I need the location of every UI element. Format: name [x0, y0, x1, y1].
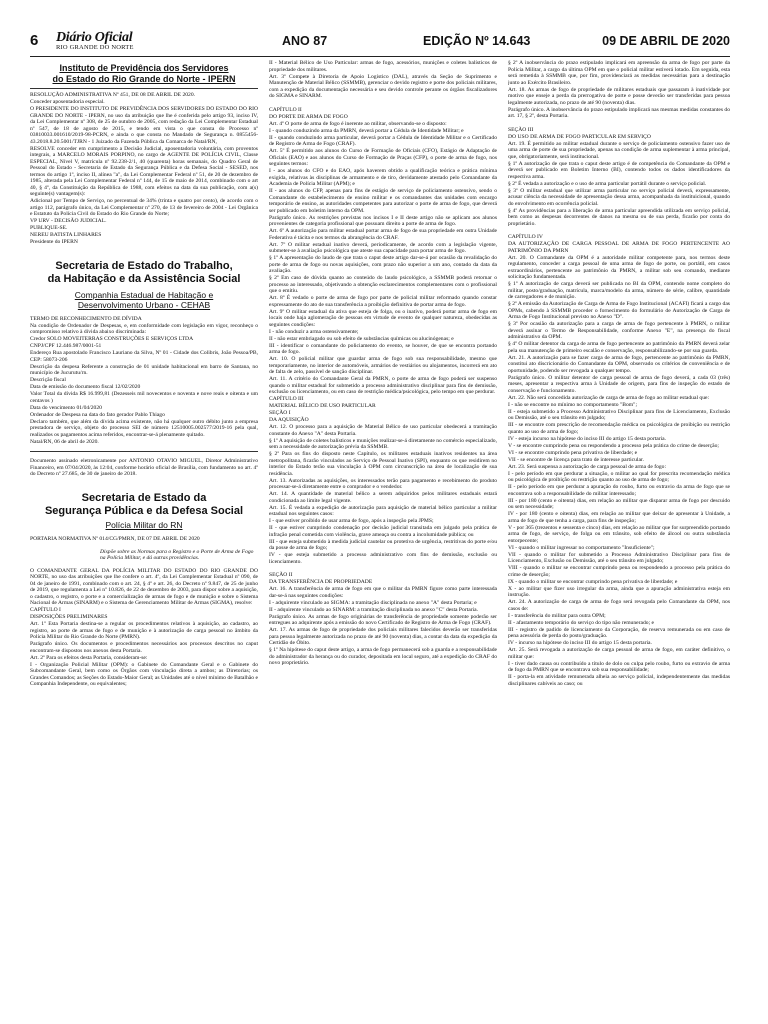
paragraph: Art. 10. O policial militar que guardar arma de fogo sob sua responsabilidade, mesmo que temporariamente, no interior de automóveis, armários de vestiários ou alojamentos, incorrerá em ato de falta de zelo, passível de sanção disciplinar.	[269, 356, 497, 375]
paragraph: V - se encontre cumprindo pena ou respondendo a processo pela prática do crime de deserção;	[508, 442, 719, 449]
paragraph: § 2º É vedada a autorização e o uso de arma particular portátil durante o serviço policial.	[508, 180, 707, 187]
paragraph: II - aos alunos do CFP, apenas para fins de estágio de serviço de policiamento ostensivo, sendo o Comandante do estabelecimento de ensino militar e os comandantes das unidades com encargo temporário de ensino, as autoridades competentes para autorizar o porte de arma de fogo, que deverá ser publicado em boletim interno da OPM.	[269, 188, 497, 214]
paragraph: Art. 8º É vedado o porte de arma de fogo por parte de policial militar reformado quando constar expressamente do ato de sua transferência a proibição definitiva de portar arma de fogo.	[269, 295, 497, 308]
paragraph: II - não estar embriagado ou sob efeito de substâncias químicas ou alucinógenas; e	[269, 335, 454, 342]
paragraph: O COMANDANTE GERAL DA POLÍCIA MILITAR DO ESTADO DO RIO GRANDE DO NORTE, no uso das atribuições que lhe confere o art. 4º, da Lei Complementar Estadual nº 090, de 04 de janeiro de 1991, combinado com o art. 24, § 4º e art. 26, do Decreto nº 9.847, de 25 de junho de 2019, que regulamenta a Lei nº 10.826, de 22 de dezembro de 2003, para dispor sobre a aquisição, o cadastro, o registro, o porte e a comercialização de armas de fogo e de munição e sobre o Sistema Nacional de Armas (SINARM) e o Sistema de Gerenciamento Militar de Armas (SIGMA), resolve:	[30, 567, 258, 606]
paragraph: DA AQUISIÇÃO	[269, 417, 309, 423]
paragraph: Art. 5º É permitido aos alunos do Curso de Formação de Oficiais (CFO), Estágio de Adaptação de Oficiais (EAO) e aos alunos do Curso de Formação de Praças (CFP), o porte de arma de fogo, nos seguintes termos:	[269, 148, 497, 167]
paragraph: Art. 4º O porte de arma de fogo é inerente ao militar, observando-se o disposto:	[269, 120, 447, 127]
paragraph: Art. 16. A transferência de arma de fogo em que o militar da PMRN figure como parte interessada dar-se-á nas seguintes condições:	[269, 586, 497, 599]
paragraph: Art. 14. A quantidade de material bélico a serem adquiridos pelos militares estaduais estará condicionada ao limite legal vigente.	[269, 491, 497, 504]
paragraph: DISPOSIÇÕES PRELIMINARES	[30, 614, 108, 620]
paragraph: Art. 19. É permitido ao militar estadual durante o serviço de policiamento ostensivo fazer uso de uma arma de porte de sua propriedade, apenas na condição de arma suplementar à arma principal, que, obrigatoriamente, será institucional.	[508, 140, 730, 160]
paragraph: SEÇÃO II	[269, 572, 293, 578]
paragraph: VI - se encontre cumprindo pena privativa de liberdade; e	[508, 449, 638, 456]
paragraph: Natal/RN, 06 de abril de 2020.	[30, 438, 99, 445]
cehab-body	[30, 316, 258, 446]
paragraph: III - se encontre com prescrição de recomendação médica ou psicológica de proibição ou restrição quanto ao uso de arma de fogo;	[508, 422, 730, 435]
paragraph: Valor Total da dívida R$ 16.999,81 (Dezesseis mil novecentos e noventa e nove reais e oitenta e um centavos )	[30, 391, 258, 404]
paragraph: Data de emissão do documento fiscal 12/02/2020	[30, 384, 141, 390]
logo-subtitle: RIO GRANDE DO NORTE	[56, 44, 134, 51]
paragraph: Art. 1º Esta Portaria destina-se a regular os procedimentos relativos à aquisição, ao cadastro, ao registro, ao porte de armas de fogo e de munição e à autorização de carga pessoal no âmbito da Polícia Militar do Rio Grande do Norte (PMRN).	[30, 621, 258, 640]
paragraph: II - adquirente vinculado ao SINARM: a tramitação disciplinada no anexo "C" desta Portaria.	[269, 606, 478, 613]
paragraph: II - afastamento temporário do serviço do tipo não remunerado; e	[508, 619, 655, 626]
paragraph: O PRESIDENTE DO INSTITUTO DE PREVIDÊNCIA DOS SERVIDORES DO ESTADO DO RIO GRANDE DO NORTE - IPERN, no uso da atribuição que lhe é conferida pelo artigo 93, inciso IV, da Lei Complementar nº 308, de 25 de outubro de 2005, com redação da Lei Complementar Estadual nº 547, de 18 de agosto de 2015, e tendo em vista o que consta do Processo nº 03810033.001610/2019-98-PCRN, e ainda o que consta no Mandado de Segurança n. 0855456-43.2018.8.20.5001/TJRN - 1 Juizado da Fazenda Pública da Comarca de Natal/RN,	[30, 106, 258, 145]
paragraph: Ordenador de Despesa na data do fato gerador Pablo Thiago	[30, 411, 165, 418]
paragraph: I - adquirente vinculado ao SIGMA: a tramitação disciplinada no anexo "A" desta Portaria; e	[269, 599, 477, 606]
paragraph: § 2º Para os fins do disposto neste Capítulo, os militares estaduais inativos residentes na área metropolitana, ficarão vinculados ao Serviço de Pessoal Inativo (SPI), enquanto os que residirem no interior do Estado terão sua vinculação à OPM com circunscrição na área de localização de sua residência.	[269, 451, 497, 477]
ipern-title: Instituto de Previdência dos Servidores do Estado do Rio Grande do Norte - IPERN	[52, 63, 236, 84]
paragraph: Data do vencimento 01/04/2020	[30, 404, 102, 411]
paragraph: § 1º A apresentação do laudo de que trata o caput deste artigo dar-se-á por ocasião da revalidação do porte de arma de fogo ou novas aquisições, com prazo não superior a um ano, contado da data da avaliação.	[269, 255, 497, 274]
paragraph: MATERIAL BÉLICO DE USO PARTICULAR	[269, 403, 376, 409]
logo-title: Diário Oficial	[56, 30, 133, 45]
paragraph: II - esteja submetido a Processo Administrativo Disciplinar para fins de Licenciamento, Exclusão ou Demissão, até o seu trânsito em julgado;	[508, 408, 730, 421]
trabalho-title: Secretaria de Estado do Trabalho, da Habitação e da Assistência Social	[47, 259, 241, 285]
paragraph: Declaro também, que além da dívida acima existente, não há qualquer outro débito junto a empresa prestadora de serviço, objeto do processo SEI de número 12510005.002577/2019-16 pela qual, realizados os pagamentos acima referidos, encontrar-se-á plenamente quitado.	[30, 418, 258, 438]
paragraph: § 1º Na hipótese do caput deste artigo, a arma de fogo permanecerá sob a guarda e a responsabilidade do administrador da herança ou do curador, depositada em local seguro, até a expedição do CRAF do novo proprietário.	[269, 647, 497, 666]
paragraph: Conceder aposentadoria especial.	[30, 99, 105, 105]
paragraph: § 3º O militar estadual que utilizar arma particular no serviço policial deverá, expressamente, acusar ciência da necessidade de apresentação dessa arma, acompanhada da instituicional, quando do envolvimento em ocorrência policial.	[508, 187, 730, 207]
paragraph: § 1º A autorização de que trata o caput deste artigo é de competência do Comandante da OPM e deverá ser publicado em Boletim Interno (BI), contendo todos os dados identificadores da respectiva arma.	[508, 160, 730, 180]
paragraph: DA TRANSFERÊNCIA DE PROPRIEDADE	[269, 579, 373, 585]
paragraph: PORTARIA NORMATIVA Nº 014/CG/PMRN, DE 07 DE ABRIL DE 2020	[30, 536, 200, 542]
paragraph: Art. 22. Não será concedida autorização de carga de arma de fogo ao militar estadual que:	[508, 394, 710, 401]
paragraph: IV - que esteja submetido a processo administrativo com fins de demissão, exclusão ou licenciamento.	[269, 552, 497, 565]
column-2	[269, 60, 497, 1005]
signature-note: Documento assinado eletronicamente por ANTONIO OTAVIO MIGUEL, Diretor Administrativo Financeiro, em 07/04/2020, às 12:04, conforme horário oficial de Brasília, com fundamento no art. 4º do Decreto nº 27.685, de 30 de janeiro de 2018.	[30, 458, 258, 477]
paragraph: SEÇÃO I	[269, 410, 291, 416]
paragraph: III - identificar o comandante do policiamento do evento, se houver, de que se encontra portando arma de fogo.	[269, 342, 497, 355]
paragraph: Presidente do IPERN	[30, 239, 78, 245]
paragraph: DA AUTORIZAÇÃO DE CARGA PESSOAL DE ARMA DE FOGO PERTENCENTE AO PATRIMÔNIO DA PMRN	[508, 241, 730, 254]
paragraph: Art. 13. Autorizadas as aquisições, os interessados terão para pagamento e recebimento do produto processar-se-á diretamente entre o comprador e o vendedor.	[269, 477, 497, 490]
paragraph: Descrição da despesa Referente a construção de 01 unidade habitacional em barro de Santana, no município de Jucurutu/rn.	[30, 363, 258, 376]
paragraph: I - quando conduzindo arma da PMRN, deverá portar a Cédula de Identidade Militar; e	[269, 127, 464, 134]
portaria-body	[30, 536, 258, 688]
paragraph: II - pelo período em que perdurar a apuração do roubo, furto ou extravio da arma de fogo que se encontrava sob a responsabilidade do militar interessado;	[508, 484, 730, 497]
spacer	[508, 120, 730, 126]
ipern-heading-box	[30, 62, 258, 89]
paragraph: § 2º A inobservância do prazo estipulado implicará em apreensão da arma de fogo por parte da Polícia Militar, a cargo da última OPM em que o policial militar estiverá lotado. Em seguida, esta será remetida à SSMMB que, por fim, providenciará as medidas necessárias para a destinação junto ao Exército Brasileiro.	[508, 60, 730, 86]
paragraph: II - Material Bélico de Uso Particular: armas de fogo, acessórios, munições e coletes balísticos de propriedade dos militares.	[269, 60, 497, 73]
paragraph: Art. 12. O processo para a aquisição de Material Bélico de uso particular obedecerá a tramitação constante do Anexo "A" desta Portaria.	[269, 424, 497, 437]
paragraph: Art. 15. É vedada a expedição de autorização para aquisição de material bélico particular a militar estadual nos seguintes casos:	[269, 504, 497, 517]
paragraph: § 4º O militar detentor da carga de arma de fogo pertencente ao patrimônio da PMRN deverá zelar pela sua manutenção de primeiro escalão e conservação, responsabilizando-se por sua guarda.	[508, 341, 730, 354]
column-1	[30, 60, 258, 990]
paragraph: I - transferência do militar para outra OPM;	[508, 612, 606, 619]
paragraph: Art. 9º O militar estadual da ativa que esteja de folga, ou o inativo, poderá portar arma de fogo em locais onde haja aglomeração de pessoas em virtude de evento de qualquer natureza, obedecidas as seguintes condições:	[269, 308, 497, 328]
paragraph: Art. 7º O militar estadual inativo deverá, periodicamente, de acordo com a legislação vigente, submeter-se à avaliação psicológica que ateste sua capacidade para portar arma de fogo.	[269, 241, 497, 254]
divider	[30, 451, 258, 452]
paragraph: Credor SOLO MOVEITERRAS CONSTRUÇÕES E SERVIÇOS LTDA	[30, 336, 194, 342]
paragraph: RESOLUÇÃO ADMINISTRATIVA Nº 451, DE 08 DE ABRIL DE 2020.	[30, 92, 196, 98]
paragraph: Parágrafo único. Os documentos e procedimentos necessários aos processos descritos no caput encontram-se dispostos nos anexos desta Portaria.	[30, 641, 258, 654]
paragraph: Art. 24. A autorização de carga de arma de fogo será revogada pelo Comandante da OPM, nos casos de:	[508, 599, 730, 612]
paragraph: DO PORTE DE ARMA DE FOGO	[269, 113, 348, 120]
paragraph: NEREU BATISTA LINHARES	[30, 232, 102, 238]
paragraph: Art. 20. O Comandante da OPM é a autoridade militar competente para, nos termos deste regulamento, conceder a carga pessoal de uma arma de fogo de porte, ou portátil, em casos extraordinários, pertencente ao patrimônio da PMRN, a militar sob seu comando, mediante solicitação fundamentada.	[508, 254, 730, 280]
paragraph: Parágrafo único. O militar detentor de carga pessoal de arma de fogo deverá, a cada 03 (três) meses, apresentar a respectiva arma à Unidade de origem, para fins de inspeção do estado de conservação e funcionamento.	[508, 374, 730, 394]
paragraph: I - aos alunos do CFO e do EAO, após haverem obtido a qualificação teórica e prática mínima exigida, relativas às disciplinas de armamento e de tiro, devidamente atestado pelo Comandante da Academia de Polícia Militar (APM); e	[269, 168, 497, 187]
date: 09 DE ABRIL DE 2020	[602, 34, 730, 48]
pm-title: Polícia Militar do RN	[105, 519, 183, 530]
paragraph: Art. 25. Será revogada a autorização de carga pessoal de arma de fogo, em caráter definitivo, o militar que:	[508, 647, 730, 660]
paragraph: VII - quando o militar for submetido a Processo Administrativo Disciplinar para fins de Licenciamento, Exclusão ou Demissão, até o seu trânsito em julgado;	[508, 551, 730, 564]
paragraph: II - porta-la em atividade remunerada alheia ao serviço policial, independentemente das medidas disciplinares cabíveis ao caso; ou	[508, 674, 730, 687]
year: ANO 87	[282, 34, 328, 48]
page-number: 6	[30, 32, 39, 49]
paragraph: Adicional por Tempo de Serviço, no percentual de 34% (trinta e quatro por cento), de acordo com o artigo 112, parágrafo único, da Lei Complementar nº 270, de 13 de fevereiro de 2004 - Lei Orgânica e Estatuto da Polícia Civil do Estado do Rio Grande do Norte;	[30, 198, 258, 217]
paragraph: I - não se encontre no mínimo no comportamento "Bom";	[508, 401, 638, 408]
paragraph: PUBLIQUE-SE.	[30, 225, 68, 231]
paragraph: III - registro de padido de licenciamento da Corporação, de reserva remunerada ou em caso de pena acessória de perda do posto/graduação.	[508, 626, 730, 639]
paragraph: Art. 3º Compete à Diretoria de Apoio Logístico (DAL), através da Seção de Suprimento e Manutenção de Material Bélico (SSMMB), gerenciar o devido registro e porte dos policiais militares, com a expedição da documentação necessária e seu devido controle perante os órgãos fiscalizadores do SIGMA e SINARM.	[269, 73, 497, 99]
paragraph: Art. 17. As armas de fogo de propriedade dos policiais militares falecidos deverão ser transferidas para pessoa legalmente autorizada no prazo de até 90 (noventa) dias, a contar da data da expedição da Certidão de Óbito.	[269, 627, 497, 646]
paragraph: I - pelo período em que perdurar a situação, o militar ao qual for prescrita recomendação médica ou psicológica de proibição ou restrição quanto ao uso de arma de fogo;	[508, 470, 730, 483]
paragraph: SEÇÃO III	[508, 126, 534, 133]
paragraph: VI - quando o militar ingressar no comportamento "Insuficiente";	[508, 544, 655, 551]
paragraph: Parágrafo único. A inobservância do prazo estipulado implicará nas mesmas medidas constantes do art. 17, § 2º, desta Portaria.	[508, 106, 730, 119]
paragraph: II - quando conduzindo arma particular, deverá portar a Cédula de Identidade Militar e o Certificado de Registro de Arma de Fogo (CRAF).	[269, 134, 497, 147]
paragraph: CAPÍTULO III	[269, 396, 304, 402]
paragraph: Parágrafo único. As armas de fogo originárias de transferência de propriedade somente poderão ser entregues ao adquirente após a emissão do novo Certificado de Registro de Arma de Fogo (CRAF).	[269, 613, 497, 626]
paragraph: Dispõe sobre as Normas para o Registro e o Porte de Arma de Fogo na Polícia Militar, e dá outras providências.	[100, 548, 254, 561]
paragraph: IV - por 180 (cento e oitenta) dias, em relação ao militar que deixar de apresentar à Unidade, a arma de fogo de que tenha a carga, para fins de inspeção;	[508, 511, 730, 524]
paragraph: I - tiver dado causa ou contribuído a título de dolo ou culpa pelo roubo, furto ou extravio de arma de fogo da PMRN que se encontrava sob sua responsabilidade;	[508, 660, 730, 673]
masthead	[30, 30, 730, 57]
paragraph: § 2º Em caso de dúvida quanto ao conteúdo do laudo psicológico, a SSMMB poderá retornar o processo ao interessado, objetivando a obtenção esclarecimentos complementares com o profissional que o emitiu.	[269, 275, 497, 294]
paragraph: § 4º As providências para a liberação de arma particular apreendida utilizada em serviço policial, bem como as despesas decorrentes de danos na mesma ou de sua perda, ficarão por conta do proprietário.	[508, 207, 730, 227]
paragraph: III - por 180 (cento e oitenta) dias, em relação ao militar que disparar arma de fogo por descuido ou sem necessidade;	[508, 497, 730, 510]
paragraph: VII - se encontre de licença para trato de interesse particular.	[508, 456, 644, 463]
paragraph: Parágrafo único. As restrições previstas nos incisos I e II deste artigo não se aplicam aos alunos provenientes de categoria profissional que possuam direito a porte de arma de fogo.	[269, 214, 497, 227]
paragraph: RESOLVE conceder em cumprimento a Decisão Judicial, aposentadoria voluntária, com proventos integrais, a MARCELO MORAIS PORPINO, no cargo de AGENTE DE POLÍCIA CIVIL, Classe ESPECIAL, Nível V, matrícula nº 92.238-2/1, 40 (quarenta) horas semanais, do Quadro Geral de Pessoal do Estado - Secretaria de Estado da Segurança Pública e da Defesa Social - SESED, nos termos do artigo 1º, inciso II, alínea "a", da Lei Complementar Federal nº 51, de 20 de dezembro de 1985, alterada pela Lei Complementar Federal nº 144, de 15 de maio de 2014, combinado com o art 40, § 4º, da Constituição da República de 1988, com efeitos na data da sua publicação, com a(s) seguinte(s) vantagem(s):	[30, 145, 258, 197]
paragraph: II - que estiver cumprindo condenação por decisão judicial transitada em julgado pela prática de infração penal cometida com violência, grave ameaça ou contra a incolumidade pública; ou	[269, 525, 497, 538]
seguranca-title: Secretaria de Estado da Segurança Pública e da Defesa Social	[44, 491, 244, 517]
column-3	[508, 60, 730, 1005]
paragraph: Art. 11. A critério do Comandante Geral da PMRN, o porte de arma de fogo poderá ser suspenso quando o militar estadual for submetido a processo administrativo disciplinar para fins de demissão, exclusão ou licenciamento, ou em caso de restrição médica/psicológica, pelo tempo em que perdurar.	[269, 376, 497, 395]
paragraph: IX - quando o militar se encontrar cumprindo pena privativa de liberdade; e	[508, 578, 678, 585]
paragraph: Descrição fiscal	[30, 377, 66, 383]
paragraph: Art. 18. As armas de fogo de propriedade de militares estaduais que passaram à inatividade por motivo que enseje a perda da prerrogativa de porte e posse deverão ser transferidas para pessoa legalmente autorizada, no prazo de até 90 (noventa) dias.	[508, 86, 730, 106]
paragraph: Na condição de Ordenador de Despesas, e, em conformidade com legislação em vigor, reconheço o compromisso relativo à dívida abaixo discriminada:	[30, 322, 258, 335]
paragraph: § 1º A autorização de carga deverá ser publicada no BI da OPM, contendo nome completo do militar, posto/graduação, matrícula, marca/modelo da arma, número de série, calibre, quantidade de carregadores e de munição.	[508, 281, 730, 300]
spacer	[269, 566, 497, 572]
spacer	[508, 228, 730, 234]
spacer	[269, 100, 497, 106]
paragraph: I - que estiver proibido de usar arma de fogo, após a inspeção pela JPMS;	[269, 518, 434, 524]
paragraph: Art. 23. Será suspensa a autorização de carga pessoal de arma de fogo:	[508, 463, 667, 470]
paragraph: Endereço Rua apostolado Francisco Lauriano da Silva, Nº 01 - Cidade dos Colibris, João Pessoa/PB, CEP: 58073-206	[30, 350, 258, 363]
paragraph: CAPÍTULO IV	[508, 234, 543, 240]
paragraph: § 3º Por ocasião da autorização para a carga de arma de fogo pertencente à PMRN, o militar deverá assinar o Termo de Responsabilidade, conforme Anexo "E", na presença do fiscal administrativo da OPM.	[508, 321, 730, 340]
paragraph: CNPJ/CPF 12.446.987/0001-51	[30, 343, 102, 349]
logo	[56, 30, 134, 51]
paragraph: § 1º A aquisição de coletes balísticos e munições realizar-se-á diretamente no comércio especializado, sem a necessidade de autorização prévia da SSMMB.	[269, 437, 497, 450]
ipern-body	[30, 92, 258, 246]
edition: EDIÇÃO Nº 14.643	[423, 34, 531, 48]
paragraph: V - por 365 (trezentos e sessenta e cinco) dias, em relação ao militar que for surpreendido portando arma de fogo, de serviço, de folga ou em trânsito, sob efeito de álcool ou outra substância entorpecente;	[508, 524, 730, 544]
cehab-title: Companhia Estadual de Habitação e Desenvolvimento Urbano - CEHAB	[74, 289, 214, 310]
paragraph: CAPÍTULO II	[269, 106, 302, 113]
paragraph: I - não conduzir a arma ostensivamente;	[269, 328, 359, 335]
paragraph: IV - esteja incurso na hipótese do inciso III do artigo 15 desta portaria.	[508, 435, 667, 442]
paragraph: VIII - quando o militar se encontrar cumprindo pena ou respondendo a processo pela prática do crime de deserção;	[508, 565, 730, 578]
paragraph: Art. 2º Para os efeitos desta Portaria, consideram-se:	[30, 654, 148, 661]
paragraph: § 2º A emissão da Autorização de Carga de Arma de Fogo Institucional (ACAFI) ficará a cargo das OPMs, cabendo à SSMMB proceder o fornecimento do formulário de Autorização de Carga de Arma de Fogo Institucional previsto no Anexo "D".	[508, 301, 730, 320]
paragraph: TERMO DE RECONHECIMENTO DE DÍVIDA	[30, 315, 142, 322]
paragraph: I - Organização Policial Militar (OPM): o Gabinete do Comandante Geral e o Gabinete do Subcomandante Geral, bem como os Órgãos com vinculação direta a ambos; as Diretorias; os Grandes Comandos; as Seções do Estado-Maior Geral; as Unidades até o nível mínimo de Batalhão e Companhia Independente, ou equivalentes;	[30, 661, 258, 687]
paragraph: Art. 21. A autorização para se fazer carga de arma de fogo, pertencente ao patrimônio da PMRN, constitui ato discricionário do Comandante da OPM, observado os critérios de conveniência e de oportunidade, podendo ser revogada a qualquer tempo.	[508, 354, 730, 374]
paragraph: III - que esteja submetido à medida judicial cautelar ou protetiva de urgência, restritivas do porte e/ou da posse de arma de fogo;	[269, 538, 497, 551]
paragraph: Art. 6º A autorização para militar estadual portar arma de fogo de sua propriedade em outra Unidade Federativa é tácita e nos termos da abrangência do CRAF.	[269, 228, 497, 241]
paragraph: IV - incurso na hipótese do inciso III do artigo 15 desta portaria.	[508, 640, 652, 646]
paragraph: X - ao militar que fizer uso irregular da arma, ainda que a apuração administrativa esteja em instrução.	[508, 585, 730, 598]
paragraph: CAPÍTULO I	[30, 607, 61, 613]
paragraph: VP URV - DECISÃO JUDICIAL.	[30, 218, 107, 224]
paragraph: DO USO DE ARMA DE FOGO PARTICULAR EM SERVIÇO	[508, 133, 651, 140]
